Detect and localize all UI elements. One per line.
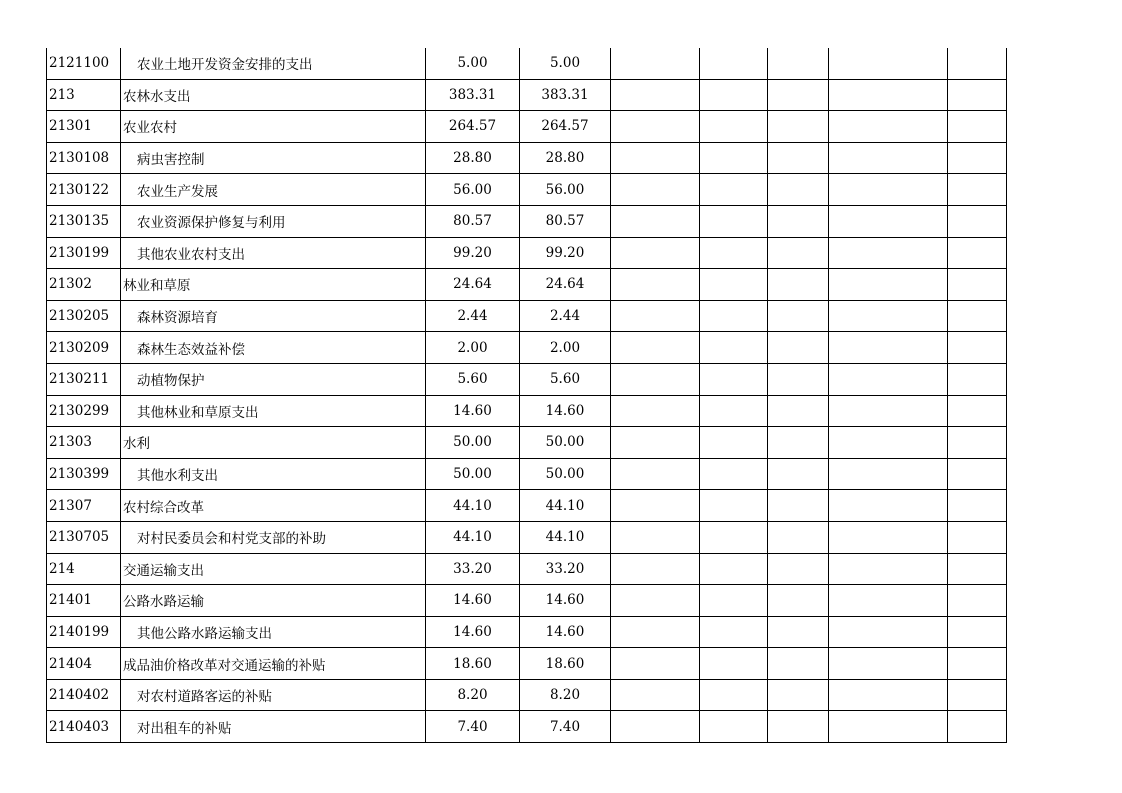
subject-code-cell: 214 <box>47 553 121 585</box>
empty-cell <box>700 553 768 585</box>
subject-code-cell: 2130299 <box>47 395 121 427</box>
empty-cell <box>611 458 700 490</box>
empty-cell <box>948 111 1007 143</box>
empty-cell <box>948 363 1007 395</box>
subject-code-cell: 2140402 <box>47 679 121 711</box>
empty-cell <box>768 395 829 427</box>
empty-cell <box>768 521 829 553</box>
empty-cell <box>768 648 829 680</box>
empty-cell <box>948 142 1007 174</box>
total-amount-cell: 28.80 <box>426 142 520 174</box>
empty-cell <box>700 711 768 743</box>
empty-cell <box>700 237 768 269</box>
empty-cell <box>700 142 768 174</box>
subject-name-cell: 其他农业农村支出 <box>121 237 426 269</box>
empty-cell <box>768 111 829 143</box>
empty-cell <box>700 111 768 143</box>
empty-cell <box>768 585 829 617</box>
total-amount-cell: 44.10 <box>426 490 520 522</box>
subject-code-cell: 21301 <box>47 111 121 143</box>
empty-cell <box>829 521 948 553</box>
basic-amount-cell: 264.57 <box>520 111 611 143</box>
subject-code-cell: 213 <box>47 79 121 111</box>
empty-cell <box>829 490 948 522</box>
empty-cell <box>829 269 948 301</box>
empty-cell <box>700 427 768 459</box>
table-row <box>47 395 1007 427</box>
subject-name-cell: 农业农村 <box>121 111 426 143</box>
basic-amount-cell: 80.57 <box>520 205 611 237</box>
empty-cell <box>768 553 829 585</box>
empty-cell <box>768 711 829 743</box>
empty-cell <box>829 79 948 111</box>
basic-amount-cell: 99.20 <box>520 237 611 269</box>
empty-cell <box>611 79 700 111</box>
empty-cell <box>829 205 948 237</box>
empty-cell <box>948 616 1007 648</box>
table-row <box>47 363 1007 395</box>
empty-cell <box>829 111 948 143</box>
subject-name-cell: 其他林业和草原支出 <box>121 395 426 427</box>
basic-amount-cell: 44.10 <box>520 490 611 522</box>
empty-cell <box>829 585 948 617</box>
total-amount-cell: 2.44 <box>426 300 520 332</box>
empty-cell <box>829 174 948 206</box>
empty-cell <box>768 142 829 174</box>
table-row <box>47 300 1007 332</box>
basic-amount-cell: 56.00 <box>520 174 611 206</box>
empty-cell <box>768 490 829 522</box>
empty-cell <box>948 48 1007 79</box>
table-row <box>47 237 1007 269</box>
table-row <box>47 490 1007 522</box>
subject-name-cell: 其他水利支出 <box>121 458 426 490</box>
subject-code-cell: 2130199 <box>47 237 121 269</box>
empty-cell <box>948 205 1007 237</box>
empty-cell <box>700 79 768 111</box>
total-amount-cell: 18.60 <box>426 648 520 680</box>
empty-cell <box>700 458 768 490</box>
empty-cell <box>611 363 700 395</box>
empty-cell <box>611 174 700 206</box>
total-amount-cell: 56.00 <box>426 174 520 206</box>
empty-cell <box>948 585 1007 617</box>
empty-cell <box>700 269 768 301</box>
empty-cell <box>948 711 1007 743</box>
empty-cell <box>611 395 700 427</box>
basic-amount-cell: 18.60 <box>520 648 611 680</box>
empty-cell <box>768 48 829 79</box>
basic-amount-cell: 24.64 <box>520 269 611 301</box>
subject-name-cell: 对村民委员会和村党支部的补助 <box>121 521 426 553</box>
subject-name-cell: 动植物保护 <box>121 363 426 395</box>
empty-cell <box>700 648 768 680</box>
table-row <box>47 174 1007 206</box>
empty-cell <box>700 363 768 395</box>
empty-cell <box>768 679 829 711</box>
empty-cell <box>611 142 700 174</box>
empty-cell <box>948 395 1007 427</box>
total-amount-cell: 24.64 <box>426 269 520 301</box>
subject-code-cell: 2130135 <box>47 205 121 237</box>
empty-cell <box>948 553 1007 585</box>
empty-cell <box>611 237 700 269</box>
empty-cell <box>768 616 829 648</box>
subject-code-cell: 21307 <box>47 490 121 522</box>
empty-cell <box>611 521 700 553</box>
total-amount-cell: 44.10 <box>426 521 520 553</box>
table-row <box>47 458 1007 490</box>
empty-cell <box>829 237 948 269</box>
subject-code-cell: 2130211 <box>47 363 121 395</box>
subject-name-cell: 交通运输支出 <box>121 553 426 585</box>
total-amount-cell: 80.57 <box>426 205 520 237</box>
subject-name-cell: 水利 <box>121 427 426 459</box>
empty-cell <box>948 174 1007 206</box>
budget-table <box>46 48 1007 743</box>
subject-name-cell: 公路水路运输 <box>121 585 426 617</box>
empty-cell <box>948 237 1007 269</box>
total-amount-cell: 14.60 <box>426 585 520 617</box>
empty-cell <box>829 48 948 79</box>
empty-cell <box>700 679 768 711</box>
table-row <box>47 205 1007 237</box>
empty-cell <box>768 300 829 332</box>
empty-cell <box>829 648 948 680</box>
empty-cell <box>700 521 768 553</box>
empty-cell <box>829 142 948 174</box>
empty-cell <box>700 332 768 364</box>
empty-cell <box>948 521 1007 553</box>
empty-cell <box>768 79 829 111</box>
empty-cell <box>829 458 948 490</box>
basic-amount-cell: 7.40 <box>520 711 611 743</box>
subject-name-cell: 农林水支出 <box>121 79 426 111</box>
table-row <box>47 142 1007 174</box>
total-amount-cell: 7.40 <box>426 711 520 743</box>
subject-name-cell: 农业资源保护修复与利用 <box>121 205 426 237</box>
empty-cell <box>611 48 700 79</box>
basic-amount-cell: 5.60 <box>520 363 611 395</box>
table-row <box>47 679 1007 711</box>
empty-cell <box>948 427 1007 459</box>
total-amount-cell: 14.60 <box>426 616 520 648</box>
empty-cell <box>611 205 700 237</box>
empty-cell <box>700 48 768 79</box>
basic-amount-cell: 2.00 <box>520 332 611 364</box>
basic-amount-cell: 50.00 <box>520 427 611 459</box>
empty-cell <box>829 711 948 743</box>
empty-cell <box>948 490 1007 522</box>
total-amount-cell: 50.00 <box>426 458 520 490</box>
empty-cell <box>700 205 768 237</box>
empty-cell <box>768 427 829 459</box>
basic-amount-cell: 50.00 <box>520 458 611 490</box>
subject-code-cell: 2140199 <box>47 616 121 648</box>
total-amount-cell: 2.00 <box>426 332 520 364</box>
subject-code-cell: 2130122 <box>47 174 121 206</box>
basic-amount-cell: 2.44 <box>520 300 611 332</box>
subject-code-cell: 2130705 <box>47 521 121 553</box>
table-row <box>47 427 1007 459</box>
subject-code-cell: 2130108 <box>47 142 121 174</box>
basic-amount-cell: 383.31 <box>520 79 611 111</box>
basic-amount-cell: 14.60 <box>520 395 611 427</box>
empty-cell <box>611 300 700 332</box>
total-amount-cell: 5.60 <box>426 363 520 395</box>
empty-cell <box>768 174 829 206</box>
basic-amount-cell: 28.80 <box>520 142 611 174</box>
empty-cell <box>829 553 948 585</box>
empty-cell <box>700 395 768 427</box>
empty-cell <box>700 585 768 617</box>
empty-cell <box>768 205 829 237</box>
subject-code-cell: 21401 <box>47 585 121 617</box>
empty-cell <box>829 395 948 427</box>
empty-cell <box>611 427 700 459</box>
total-amount-cell: 99.20 <box>426 237 520 269</box>
empty-cell <box>768 269 829 301</box>
subject-code-cell: 21302 <box>47 269 121 301</box>
subject-name-cell: 林业和草原 <box>121 269 426 301</box>
empty-cell <box>829 300 948 332</box>
subject-code-cell: 2130205 <box>47 300 121 332</box>
empty-cell <box>611 711 700 743</box>
total-amount-cell: 264.57 <box>426 111 520 143</box>
empty-cell <box>948 269 1007 301</box>
table-row <box>47 585 1007 617</box>
empty-cell <box>768 332 829 364</box>
basic-amount-cell: 14.60 <box>520 585 611 617</box>
subject-name-cell: 成品油价格改革对交通运输的补贴 <box>121 648 426 680</box>
empty-cell <box>829 679 948 711</box>
empty-cell <box>611 679 700 711</box>
empty-cell <box>948 458 1007 490</box>
subject-code-cell: 2130399 <box>47 458 121 490</box>
table-row <box>47 269 1007 301</box>
subject-name-cell: 森林资源培育 <box>121 300 426 332</box>
basic-amount-cell: 44.10 <box>520 521 611 553</box>
basic-amount-cell: 33.20 <box>520 553 611 585</box>
empty-cell <box>948 300 1007 332</box>
empty-cell <box>611 553 700 585</box>
empty-cell <box>700 300 768 332</box>
empty-cell <box>611 648 700 680</box>
table-row <box>47 553 1007 585</box>
empty-cell <box>611 585 700 617</box>
subject-code-cell: 2121100 <box>47 48 121 79</box>
total-amount-cell: 33.20 <box>426 553 520 585</box>
basic-amount-cell: 5.00 <box>520 48 611 79</box>
empty-cell <box>948 332 1007 364</box>
subject-name-cell: 森林生态效益补偿 <box>121 332 426 364</box>
empty-cell <box>768 363 829 395</box>
subject-name-cell: 对农村道路客运的补贴 <box>121 679 426 711</box>
subject-name-cell: 对出租车的补贴 <box>121 711 426 743</box>
subject-name-cell: 农业土地开发资金安排的支出 <box>121 48 426 79</box>
basic-amount-cell: 8.20 <box>520 679 611 711</box>
subject-name-cell: 病虫害控制 <box>121 142 426 174</box>
total-amount-cell: 383.31 <box>426 79 520 111</box>
table-row <box>47 332 1007 364</box>
table-body <box>47 48 1007 743</box>
empty-cell <box>611 490 700 522</box>
table-row <box>47 48 1007 79</box>
empty-cell <box>829 332 948 364</box>
empty-cell <box>611 111 700 143</box>
subject-code-cell: 2140403 <box>47 711 121 743</box>
subject-code-cell: 21404 <box>47 648 121 680</box>
empty-cell <box>611 332 700 364</box>
subject-name-cell: 农业生产发展 <box>121 174 426 206</box>
table-row <box>47 711 1007 743</box>
subject-code-cell: 2130209 <box>47 332 121 364</box>
table-row <box>47 111 1007 143</box>
empty-cell <box>700 490 768 522</box>
table-row <box>47 521 1007 553</box>
empty-cell <box>768 458 829 490</box>
table-row <box>47 79 1007 111</box>
subject-code-cell: 21303 <box>47 427 121 459</box>
empty-cell <box>829 616 948 648</box>
empty-cell <box>700 616 768 648</box>
basic-amount-cell: 14.60 <box>520 616 611 648</box>
subject-name-cell: 农村综合改革 <box>121 490 426 522</box>
subject-name-cell: 其他公路水路运输支出 <box>121 616 426 648</box>
table-row <box>47 616 1007 648</box>
empty-cell <box>948 679 1007 711</box>
total-amount-cell: 50.00 <box>426 427 520 459</box>
empty-cell <box>948 79 1007 111</box>
empty-cell <box>768 237 829 269</box>
empty-cell <box>611 269 700 301</box>
total-amount-cell: 14.60 <box>426 395 520 427</box>
empty-cell <box>611 616 700 648</box>
empty-cell <box>700 174 768 206</box>
empty-cell <box>829 427 948 459</box>
total-amount-cell: 8.20 <box>426 679 520 711</box>
total-amount-cell: 5.00 <box>426 48 520 79</box>
empty-cell <box>948 648 1007 680</box>
empty-cell <box>829 363 948 395</box>
table-row <box>47 648 1007 680</box>
